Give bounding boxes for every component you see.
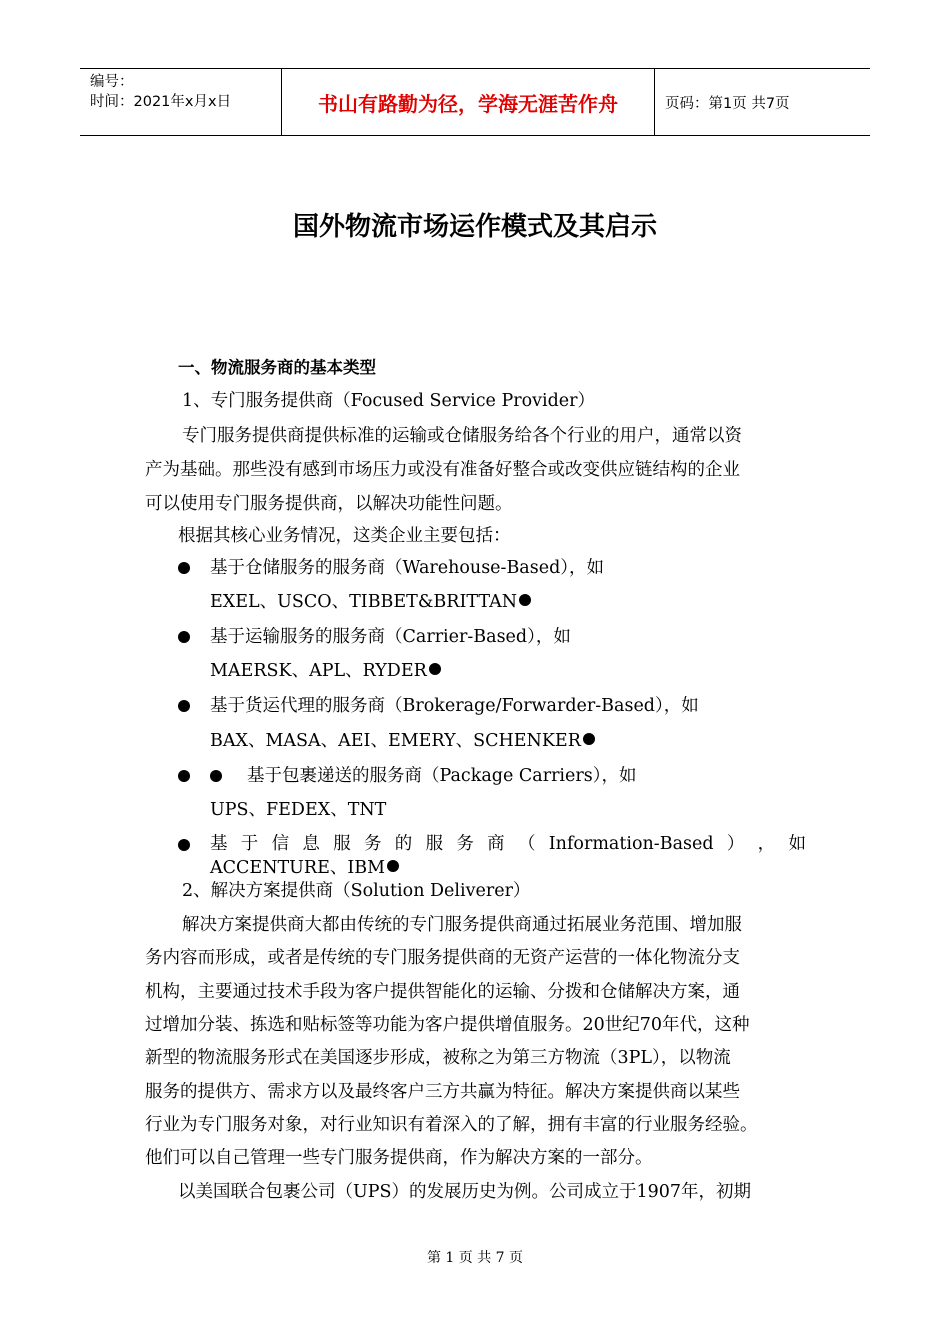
paragraph-line: 务内容而形成，或者是传统的专门服务提供商的无资产运营的一体化物流分支 — [145, 948, 740, 968]
paragraph-line: 服务的提供方、需求方以及最终客户三方共赢为特征。解决方案提供商以某些 — [145, 1082, 740, 1102]
bullet-item: 基于运输服务的服务商（Carrier-Based），如 — [210, 627, 571, 647]
bullet-icon — [178, 631, 190, 643]
bullet-icon — [519, 594, 531, 606]
bullet-examples-text: ACCENTURE、IBM — [210, 858, 386, 878]
spread-char: 如 — [788, 834, 806, 854]
bullet-item-examples — [210, 590, 531, 614]
header-motto — [281, 69, 655, 135]
spread-char: ） — [726, 834, 745, 854]
paragraph-line: 新型的物流服务形式在美国逐步形成，被称之为第三方物流（3PL），以物流 — [145, 1048, 731, 1068]
bullet-icon — [387, 860, 399, 872]
bullet-icon — [429, 663, 441, 675]
spread-char: 务 — [456, 834, 474, 854]
spread-char: 服 — [333, 834, 351, 854]
spread-char: 务 — [363, 834, 382, 854]
spread-char: 服 — [425, 834, 444, 854]
motto-text: 书山有路勤为径，学海无涯苦作舟 — [318, 91, 618, 116]
spread-char: 基 — [210, 834, 228, 854]
page-info-text: 页码：第1页 共7页 — [665, 95, 790, 112]
spread-char: （ — [517, 834, 536, 854]
paragraph-line: 产为基础。那些没有感到市场压力或没有准备好整合或改变供应链结构的企业 — [145, 460, 740, 480]
paragraph-line: 以美国联合包裹公司（UPS）的发展历史为例。公司成立于1907年，初期 — [178, 1182, 752, 1202]
spread-char: 息 — [302, 834, 320, 854]
bullet-item-examples: UPS、FEDEX、TNT — [210, 800, 387, 820]
number-label: 编号： — [90, 74, 134, 90]
spread-char: 于 — [240, 834, 259, 854]
header-page-info — [655, 69, 870, 135]
subheading-solution: 2、解决方案提供商（Solution Deliverer） — [182, 881, 531, 901]
bullet-item: 基于包裹递送的服务商（Package Carriers），如 — [247, 766, 637, 786]
spread-char: 信 — [271, 834, 290, 854]
section-heading: 一、物流服务商的基本类型 — [178, 358, 376, 377]
date-label: 时间：2021年x月x日 — [90, 94, 232, 110]
header-table — [80, 68, 870, 136]
bullet-examples-text: MAERSK、APL、RYDER — [210, 661, 427, 681]
spread-char: Information-Based — [548, 834, 714, 854]
spread-char: 的 — [394, 834, 413, 854]
spread-char: ， — [757, 834, 776, 854]
bullet-item-spread — [210, 832, 806, 856]
paragraph-line: 根据其核心业务情况，这类企业主要包括： — [178, 526, 511, 546]
page-footer: 第 1 页 共 7 页 — [426, 1250, 524, 1266]
spread-char: 商 — [487, 834, 505, 854]
paragraph-line: 可以使用专门服务提供商，以解决功能性问题。 — [145, 494, 513, 514]
paragraph-line: 行业为专门服务对象，对行业知识有着深入的了解，拥有丰富的行业服务经验。 — [145, 1115, 758, 1135]
bullet-icon — [178, 700, 190, 712]
bullet-item-examples — [210, 659, 441, 683]
bullet-icon — [583, 733, 595, 745]
bullet-item-examples — [210, 856, 399, 880]
header-left-cell — [80, 69, 281, 135]
bullet-item-examples — [210, 729, 595, 753]
paragraph-line: 专门服务提供商提供标准的运输或仓储服务给各个行业的用户，通常以资 — [182, 426, 742, 446]
paragraph-line: 解决方案提供商大都由传统的专门服务提供商通过拓展业务范围、增加服 — [182, 915, 742, 935]
bullet-icon — [178, 770, 190, 782]
bullet-examples-text: EXEL、USCO、TIBBET&BRITTAN — [210, 592, 518, 612]
bullet-item: 基于货运代理的服务商（Brokerage/Forwarder-Based），如 — [210, 696, 699, 716]
paragraph-line: 过增加分装、拣选和贴标签等功能为客户提供增值服务。20世纪70年代，这种 — [145, 1015, 750, 1035]
bullet-item: 基于仓储服务的服务商（Warehouse-Based），如 — [210, 558, 605, 578]
bullet-examples-text: BAX、MASA、AEI、EMERY、SCHENKER — [210, 731, 581, 751]
bullet-icon — [210, 770, 222, 782]
paragraph-line: 机构，主要通过技术手段为客户提供智能化的运输、分拨和仓储解决方案，通 — [145, 982, 740, 1002]
paragraph-line: 他们可以自己管理一些专门服务提供商，作为解决方案的一部分。 — [145, 1148, 653, 1168]
subheading-focused: 1、专门服务提供商（Focused Service Provider） — [182, 391, 596, 411]
bullet-icon — [178, 562, 190, 574]
bullet-icon — [178, 839, 190, 851]
document-title: 国外物流市场运作模式及其启示 — [292, 212, 657, 242]
